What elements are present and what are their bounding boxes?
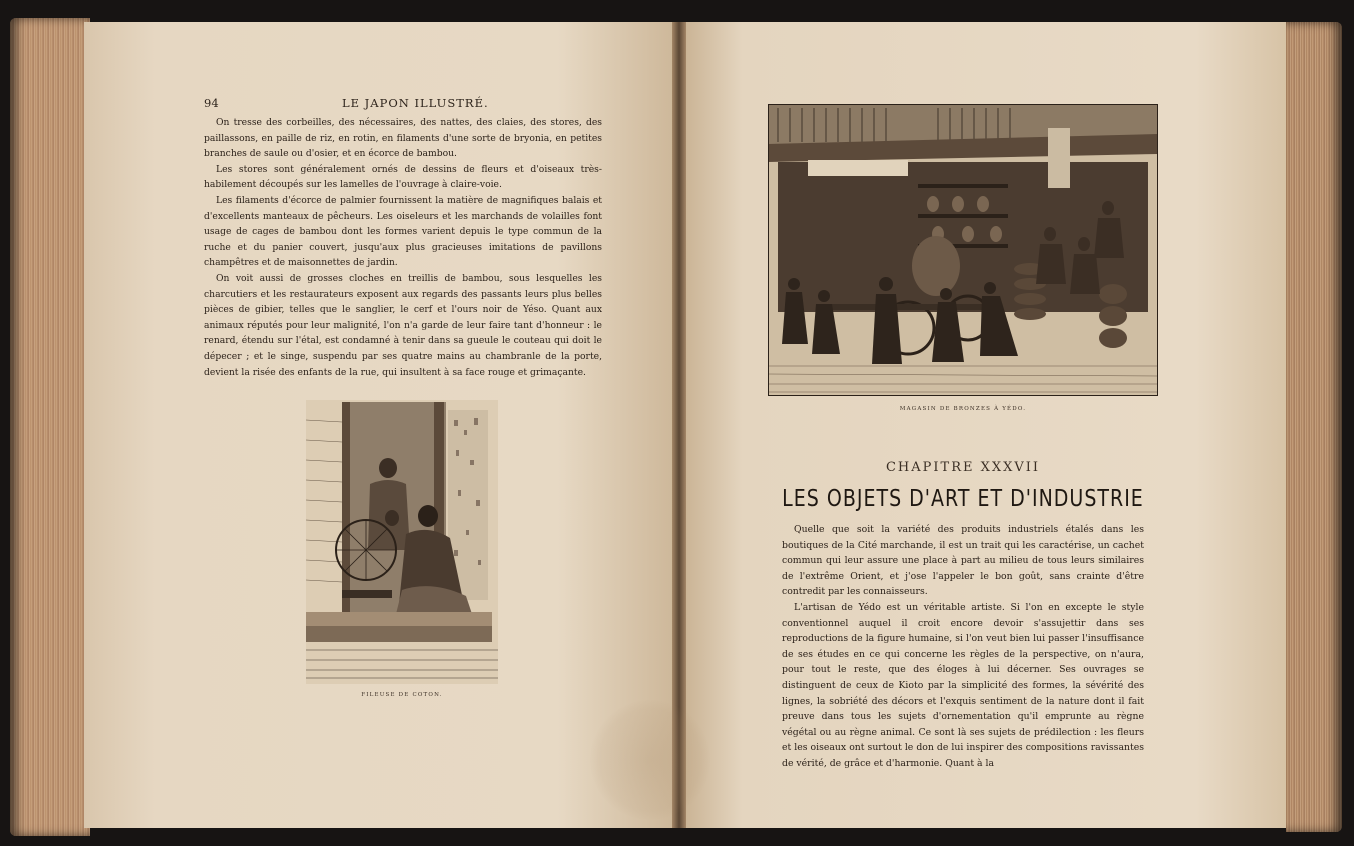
figure-caption-left: FILEUSE DE COTON.	[361, 692, 443, 698]
paragraph: Quelle que soit la variété des produits industriels étalés dans les boutiques de la Cité marchande, il est un trait qui les caractérise, un cachet commun qui leur assure une place à part au milieu de tous leurs similaires de l'extrême Orient, et j'ose l'appeler le bon goût, sans crainte d'être contredit par les connaisseurs.	[782, 524, 1144, 598]
page-number: 94	[204, 96, 219, 110]
paper-stain	[590, 700, 710, 820]
chapter-title: LES OBJETS D'ART ET D'INDUSTRIE	[782, 485, 1144, 513]
paragraph: On tresse des corbeilles, des nécessaires, des nattes, des claies, des stores, des paillassons, en paille de riz, en rotin, en filaments d'une sorte de bryonia, en petites branches de saule ou d'osier, et en écorce de bambou.	[204, 117, 602, 160]
bronze-shop-engraving	[768, 104, 1158, 396]
chapter-number: CHAPITRE XXXVII	[885, 460, 1041, 475]
spinner-engraving	[306, 400, 498, 684]
paragraph: On voit aussi de grosses cloches en treillis de bambou, sous lesquelles les charcutiers et les restaurateurs exposent aux regards des passants leurs plus belles pièces de gibier, telles que le sanglier, le cerf et l'ours noir de Yéso. Quant aux animaux réputés pour leur malignité, l'on n'a garde de leur faire tant d'honneur : le renard, étendu sur l'étal, est condamné à tenir dans sa gueule le couteau qui doit le dépecer ; et le singe, suspendu par ses quatre mains au chambranle de la porte, devient la risée des enfants de la rue, qui insultent à sa face rouge et grimaçante.	[204, 272, 602, 378]
paragraph: Les filaments d'écorce de palmier fournissent la matière de magnifiques balais et d'excellents manteaux de pêcheurs. Les oiseleurs et les marchands de volailles font usage de cages de bambou dont les formes varient depuis le type commun de la ruche et du panier couvert, jusqu'aux plus gracieuses imitations de pavillons champêtres et de maisonnettes de jardin.	[204, 194, 602, 269]
paragraph: Les stores sont généralement ornés de dessins de fleurs et d'oiseaux très-habilement découpés sur les lamelles de l'ouvrage à claire-voie.	[204, 163, 602, 191]
paragraph: L'artisan de Yédo est un véritable artiste. Si l'on en excepte le style conventionnel auquel il croit encore devoir s'assujettir dans ses reproductions de la figure humaine, si l'on veut bien lui passer l'insuffisance de ses études en ce qui concerne les règles de la perspective, on n'aura, pour tout le reste, que des éloges à lui décerner. Ses ouvrages se distinguent de ceux de Kioto par la simplicité des formes, la sévérité des lignes, la sobriété des décors et l'exquis sentiment de la nature dont il fait preuve dans tous les sujets d'ornementation qu'il emprunte au règne végétal ou au règne animal. Ce sont là ses sujets de prédilection : les fleurs et les oiseaux ont surtout le don de lui inspirer des compositions ravissantes de vérité, de grâce et d'harmonie. Quant à la	[782, 601, 1144, 769]
running-title: LE JAPON ILLUSTRÉ.	[342, 96, 489, 110]
right-body-text	[782, 522, 1144, 772]
right-page-edges	[1286, 22, 1342, 832]
figure-caption-right: MAGASIN DE BRONZES À YÉDO.	[899, 406, 1027, 412]
running-head	[204, 96, 604, 112]
left-body-text	[204, 115, 602, 380]
left-page-edges	[10, 18, 90, 836]
